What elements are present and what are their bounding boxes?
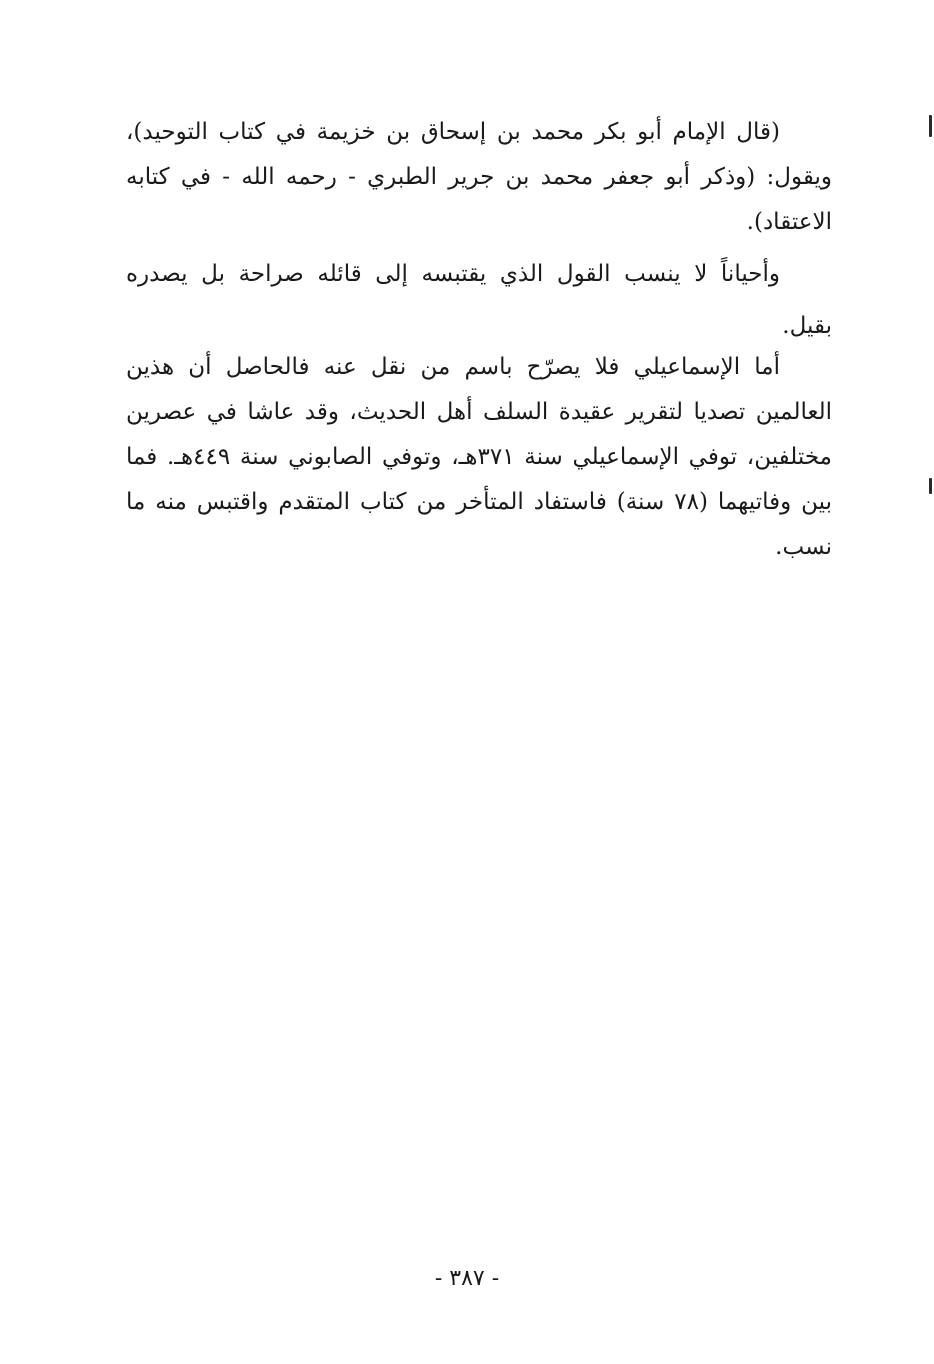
page-number: - ٣٨٧ - bbox=[434, 1266, 500, 1291]
text-line: بين وفاتيهما (٧٨ سنة) فاستفاد المتأخر من كتاب المتقدم واقتبس منه ما bbox=[126, 489, 832, 515]
text-line: بقيل. bbox=[782, 313, 832, 339]
scan-edge-mark bbox=[929, 115, 932, 137]
text-line: الاعتقاد). bbox=[746, 209, 832, 235]
text-line: نسب. bbox=[775, 534, 832, 560]
text-line: العالمين تصديا لتقرير عقيدة السلف أهل الحديث، وقد عاشا في عصرين bbox=[126, 399, 832, 425]
body-text bbox=[126, 252, 832, 349]
text-line: وأحياناً لا ينسب القول الذي يقتبسه إلى قائله صراحة بل يصدره bbox=[126, 261, 780, 287]
scan-edge-mark bbox=[929, 478, 932, 494]
body-text bbox=[126, 110, 832, 245]
text-line: ويقول: (وذكر أبو جعفر محمد بن جرير الطبري - رحمه الله - في كتابه bbox=[126, 164, 832, 190]
text-line: مختلفين، توفي الإسماعيلي سنة ٣٧١هـ، وتوفي الصابوني سنة ٤٤٩هـ. فما bbox=[126, 444, 832, 470]
text-line: أما الإسماعيلي فلا يصرّح باسم من نقل عنه فالحاصل أن هذين bbox=[126, 354, 780, 380]
body-text bbox=[126, 345, 832, 570]
text-line: (قال الإمام أبو بكر محمد بن إسحاق بن خزيمة في كتاب التوحيد)، bbox=[126, 119, 780, 145]
